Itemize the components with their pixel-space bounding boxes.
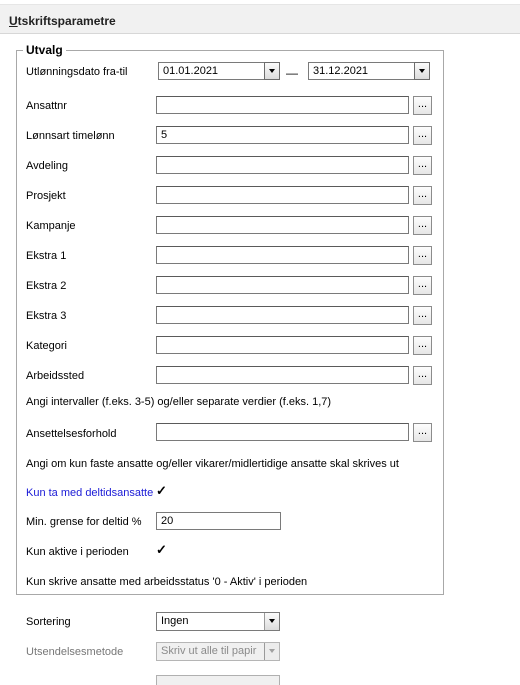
next-select-partial (156, 675, 280, 685)
filter-label-arbeidssted: Arbeidssted (26, 370, 85, 382)
chevron-down-icon (269, 649, 275, 653)
sending-method-label: Utsendelsesmetode (26, 646, 124, 658)
sorting-label: Sortering (26, 616, 71, 628)
filter-input-ekstra-3[interactable] (156, 306, 409, 324)
filter-browse-button-ekstra-1[interactable]: ... (413, 246, 432, 265)
selection-legend: Utvalg (26, 43, 63, 57)
sorting-dropdown-button[interactable] (264, 613, 279, 630)
filter-browse-button-kategori[interactable]: ... (413, 336, 432, 355)
filter-label-kategori: Kategori (26, 340, 67, 352)
filter-input-ekstra-1[interactable] (156, 246, 409, 264)
sending-method-dropdown-button (264, 643, 279, 660)
filter-input-arbeidssted[interactable] (156, 366, 409, 384)
filter-browse-button-kampanje[interactable]: ... (413, 216, 432, 235)
parttime-checkbox[interactable]: ✓ (156, 483, 167, 498)
filter-input-avdeling[interactable] (156, 156, 409, 174)
sending-method-select (156, 642, 280, 661)
sending-method-value: Skriv ut alle til papir (161, 645, 257, 657)
min-parttime-label: Min. grense for deltid % (26, 516, 142, 528)
min-parttime-input[interactable]: 20 (156, 512, 281, 530)
date-range-label: Utlønningsdato fra-til (26, 66, 128, 78)
filter-browse-button-avdeling[interactable]: ... (413, 156, 432, 175)
section-title (9, 14, 116, 28)
filter-input-ansattnr[interactable] (156, 96, 409, 114)
chevron-down-icon (269, 69, 275, 73)
date-to-dropdown-button[interactable] (414, 62, 430, 80)
filter-label-prosjekt: Prosjekt (26, 190, 66, 202)
filter-input-prosjekt[interactable] (156, 186, 409, 204)
interval-hint: Angi intervaller (f.eks. 3-5) og/eller separate verdier (f.eks. 1,7) (26, 396, 332, 408)
filter-input-ekstra-2[interactable] (156, 276, 409, 294)
chevron-down-icon (419, 69, 425, 73)
title-accesskey: U (9, 14, 18, 28)
section-header (0, 4, 520, 34)
filter-browse-button-ansattnr[interactable]: ... (413, 96, 432, 115)
employment-hint: Angi om kun faste ansatte og/eller vikarer/midlertidige ansatte skal skrives ut (26, 458, 399, 470)
filter-label-ansattnr: Ansattnr (26, 100, 67, 112)
parttime-label: Kun ta med deltidsansatte (26, 487, 154, 499)
filter-browse-button-prosjekt[interactable]: ... (413, 186, 432, 205)
filter-input-lønnsart-timelønn[interactable]: 5 (156, 126, 409, 144)
filter-browse-button-arbeidssted[interactable]: ... (413, 366, 432, 385)
date-from-input[interactable]: 01.01.2021 (158, 62, 265, 80)
filter-input-kategori[interactable] (156, 336, 409, 354)
date-from-dropdown-button[interactable] (264, 62, 280, 80)
active-label: Kun aktive i perioden (26, 546, 129, 558)
filter-label-ekstra-1: Ekstra 1 (26, 250, 67, 262)
employment-browse-button[interactable]: ... (413, 423, 432, 442)
filter-browse-button-ekstra-2[interactable]: ... (413, 276, 432, 295)
filter-label-avdeling: Avdeling (26, 160, 68, 172)
filter-browse-button-ekstra-3[interactable]: ... (413, 306, 432, 325)
employment-input[interactable] (156, 423, 409, 441)
filter-label-ekstra-3: Ekstra 3 (26, 310, 67, 322)
title-rest: tskriftsparametre (17, 14, 116, 28)
active-checkbox[interactable]: ✓ (156, 542, 167, 557)
sorting-select[interactable] (156, 612, 280, 631)
active-hint: Kun skrive ansatte med arbeidsstatus '0 - Aktiv' i perioden (26, 576, 308, 588)
date-to-input[interactable]: 31.12.2021 (308, 62, 415, 80)
filter-label-ekstra-2: Ekstra 2 (26, 280, 67, 292)
filter-input-kampanje[interactable] (156, 216, 409, 234)
date-separator: — (286, 66, 298, 80)
chevron-down-icon (269, 619, 275, 623)
employment-label: Ansettelsesforhold (26, 428, 117, 440)
filter-label-lønnsart-timelønn: Lønnsart timelønn (26, 130, 115, 142)
filter-label-kampanje: Kampanje (26, 220, 76, 232)
sorting-value: Ingen (161, 615, 189, 627)
filter-browse-button-lønnsart-timelønn[interactable]: ... (413, 126, 432, 145)
